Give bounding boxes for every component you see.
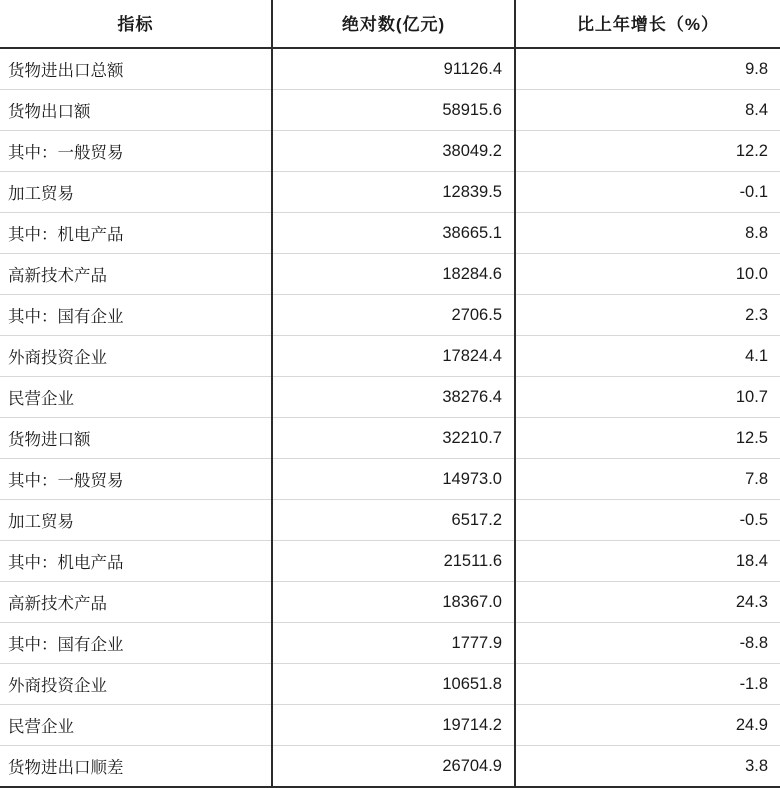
table-row [0, 295, 780, 336]
table-row [0, 377, 780, 418]
cell-indicator: 外商投资企业 [0, 336, 272, 377]
cell-absolute-value: 17824.4 [272, 336, 515, 377]
cell-indicator: 货物进出口总额 [0, 48, 272, 90]
table-body [0, 48, 780, 787]
cell-absolute-value: 1777.9 [272, 623, 515, 664]
cell-indicator: 其中：机电产品 [0, 213, 272, 254]
cell-absolute-value: 21511.6 [272, 541, 515, 582]
cell-absolute-value: 91126.4 [272, 48, 515, 90]
cell-growth-value: 24.3 [515, 582, 780, 623]
table-row [0, 254, 780, 295]
table-row [0, 48, 780, 90]
cell-indicator: 其中：国有企业 [0, 623, 272, 664]
cell-indicator: 加工贸易 [0, 172, 272, 213]
cell-absolute-value: 58915.6 [272, 90, 515, 131]
cell-indicator: 外商投资企业 [0, 664, 272, 705]
table-row [0, 664, 780, 705]
cell-growth-value: -8.8 [515, 623, 780, 664]
table-row [0, 541, 780, 582]
cell-growth-value: -0.1 [515, 172, 780, 213]
cell-growth-value: 9.8 [515, 48, 780, 90]
table-row [0, 582, 780, 623]
cell-indicator: 其中：一般贸易 [0, 131, 272, 172]
table-row [0, 746, 780, 788]
cell-absolute-value: 18367.0 [272, 582, 515, 623]
table-row [0, 500, 780, 541]
column-header-indicator: 指标 [0, 0, 272, 48]
cell-absolute-value: 38049.2 [272, 131, 515, 172]
cell-absolute-value: 6517.2 [272, 500, 515, 541]
cell-absolute-value: 18284.6 [272, 254, 515, 295]
table-row [0, 623, 780, 664]
cell-growth-value: 4.1 [515, 336, 780, 377]
table-row [0, 90, 780, 131]
cell-absolute-value: 26704.9 [272, 746, 515, 788]
column-header-growth: 比上年增长（%） [515, 0, 780, 48]
cell-growth-value: 12.2 [515, 131, 780, 172]
cell-absolute-value: 12839.5 [272, 172, 515, 213]
cell-absolute-value: 32210.7 [272, 418, 515, 459]
cell-absolute-value: 38665.1 [272, 213, 515, 254]
table-row [0, 336, 780, 377]
table-header-row [0, 0, 780, 48]
cell-absolute-value: 14973.0 [272, 459, 515, 500]
table-row [0, 705, 780, 746]
cell-growth-value: 24.9 [515, 705, 780, 746]
column-header-absolute: 绝对数(亿元) [272, 0, 515, 48]
cell-growth-value: 10.7 [515, 377, 780, 418]
cell-indicator: 货物出口额 [0, 90, 272, 131]
table-header [0, 0, 780, 48]
cell-growth-value: 7.8 [515, 459, 780, 500]
cell-absolute-value: 19714.2 [272, 705, 515, 746]
table-row [0, 418, 780, 459]
cell-indicator: 货物进口额 [0, 418, 272, 459]
cell-indicator: 民营企业 [0, 377, 272, 418]
cell-growth-value: 3.8 [515, 746, 780, 788]
cell-indicator: 其中：机电产品 [0, 541, 272, 582]
cell-indicator: 高新技术产品 [0, 582, 272, 623]
table-row [0, 172, 780, 213]
cell-indicator: 高新技术产品 [0, 254, 272, 295]
cell-indicator: 其中：国有企业 [0, 295, 272, 336]
cell-growth-value: 12.5 [515, 418, 780, 459]
cell-absolute-value: 38276.4 [272, 377, 515, 418]
cell-growth-value: 2.3 [515, 295, 780, 336]
cell-growth-value: 10.0 [515, 254, 780, 295]
cell-growth-value: -1.8 [515, 664, 780, 705]
cell-growth-value: 8.8 [515, 213, 780, 254]
cell-indicator: 加工贸易 [0, 500, 272, 541]
cell-growth-value: -0.5 [515, 500, 780, 541]
cell-absolute-value: 10651.8 [272, 664, 515, 705]
table-row [0, 213, 780, 254]
cell-indicator: 其中：一般贸易 [0, 459, 272, 500]
cell-indicator: 民营企业 [0, 705, 272, 746]
cell-growth-value: 18.4 [515, 541, 780, 582]
cell-growth-value: 8.4 [515, 90, 780, 131]
cell-indicator: 货物进出口顺差 [0, 746, 272, 788]
table-row [0, 459, 780, 500]
cell-absolute-value: 2706.5 [272, 295, 515, 336]
table-row [0, 131, 780, 172]
